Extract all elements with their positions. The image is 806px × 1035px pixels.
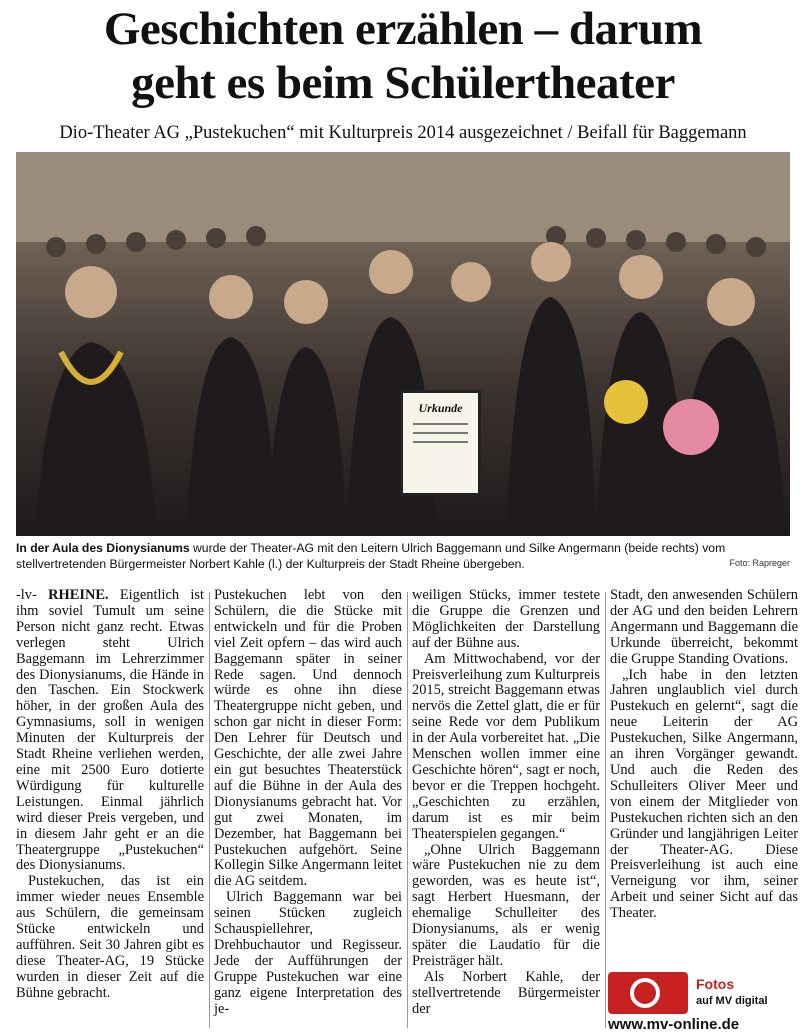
article-paragraph: Pustekuchen lebt von den Schülern, die die Stücke mit entwickeln und für die Proben viel Zeit opfern – das wird auch Baggemann später in seiner Rede sagen. Und dennoch würde es ohne ihn diese Theatergruppe nicht geben, und schon gar nicht in dieser Form: Den Lehrer für Deutsch und Geschichte, der alle zwei Jahre ein gut besuchtes Theaterstück auf die Bühne in der Aula des Dionysianums gebracht hat. Vor gut zwei Monaten, im Dezember, hat Baggemann bei Pustekuchen aufgehört. Seine Kollegin Silke Angermann leitet die AG seitdem. — [214, 587, 402, 890]
ad-url-link[interactable]: www.mv-online.de — [608, 1016, 740, 1033]
headline-line-2: geht es beim Schülertheater — [131, 57, 675, 109]
headline-line-1: Geschichten erzählen – darum — [103, 3, 703, 55]
headline — [0, 2, 806, 110]
caption-text: wurde der Theater-AG mit den Leitern Ulrich Baggemann und Silke Angermann (beide rechts) vom stellvertretenden Bürgermeister Norbert Kahle (l.) der Kulturpreis der Stadt Rheine übergeben. — [16, 541, 726, 571]
article-paragraph: -lv- RHEINE. Eigentlich ist ihm soviel Tumult um seine Person nicht ganz recht. Etwas verlegen steht Ulrich Baggemann im Lehrerzimmer des Dionysianums, die Hände in den Taschen. Ein Stockwerk höher, in der großen Aula des Gymnasiums, soll in wenigen Minuten der Kulturpreis der Stadt Rheine verliehen werden, eine mit 2500 Euro dotierte Würdigung für kulturelle Leistungen. Einmal jährlich wird dieser Preis vergeben, und in diesem Jahr geht er an die Theatergruppe „Pustekuchen“ des Dionysianums. — [16, 587, 204, 874]
article-paragraph: „Ohne Ulrich Baggemann wäre Pustekuchen nie zu dem geworden, was es heute ist“, sagt Herbert Huesmann, der ehemalige Schulleiter des Dionysianums, als er wenig später die Laudatio für die Preisträger hält. — [412, 841, 600, 969]
column-divider — [605, 592, 606, 1028]
column-divider — [407, 592, 408, 1028]
certificate — [400, 390, 481, 496]
photo-credit: Foto: Rapreger — [729, 558, 790, 568]
dateline: RHEINE. — [48, 587, 109, 603]
ad-subtitle: auf MV digital — [696, 995, 768, 1007]
byline: -lv- — [16, 587, 37, 603]
article-paragraph: Ulrich Baggemann war bei seinen Stücken zugleich Schauspiellehrer, Drehbuchautor und Regisseur. Jede der Aufführungen der Gruppe Pustekuchen war eine ganz eigene Interpretation des je- — [214, 889, 402, 1017]
subheadline: Dio-Theater AG „Pustekuchen“ mit Kulturpreis 2014 ausgezeichnet / Beifall für Baggemann — [59, 123, 747, 143]
caption-lead: In der Aula des Dionysianums — [16, 541, 190, 555]
photo-caption — [16, 540, 790, 572]
article-paragraph: Stadt, den anwesenden Schülern der AG und den beiden Lehrern Angermann und Baggemann die Urkunde überreicht, bekommt die Gruppe Standing Ovations. — [610, 587, 798, 667]
camera-icon — [608, 972, 688, 1014]
certificate-title: Urkunde — [418, 401, 463, 415]
article-paragraph: Pustekuchen, das ist ein immer wieder neues Ensemble aus Schülern, die gemeinsam Stücke entwickeln und aufführen. Seit 30 Jahren gibt es diese Theater-AG, 19 Stücke wurden in dieser Zeit auf die Bühne gebracht. — [16, 873, 204, 1001]
article-column-2 — [214, 588, 402, 1017]
article-column-3 — [412, 588, 600, 1017]
article-paragraph: Als Norbert Kahle, der stellvertretende Bürgermeister der — [412, 968, 600, 1017]
ad-title: Fotos — [696, 976, 735, 992]
article-column-4 — [610, 588, 798, 922]
group-photo — [16, 152, 790, 536]
article-paragraph: weiligen Stücks, immer testete die Gruppe die Grenzen und Möglichkeiten der Darstellung auf der Bühne aus. — [412, 587, 600, 651]
column-divider — [209, 592, 210, 1028]
article-paragraph: Am Mittwochabend, vor der Preisverleihung zum Kulturpreis 2015, streicht Baggemann etwas nervös die Zettel glatt, die er für seine Rede vor dem Publikum in der Aula vorbereitet hat. „Die Menschen wollen immer eine Geschichte hören“, sagt er noch, bevor er die Treppen hochgeht. „Geschichten zu erzählen, darum ist es mir beim Theaterspielen gegangen.“ — [412, 650, 600, 842]
mv-digital-ad[interactable] — [608, 968, 798, 1033]
article-paragraph: „Ich habe in den letzten Jahren unglaublich viel durch Pustekuch en gelernt“, sagt die neue Leiterin der AG Pustekuchen, Silke Angermann, an ihren Vorgänger gewandt. Und auch die Reden des Schulleiters Oliver Meer und von einem der Mitglieder von Pustekuchen richten sich an den Gründer und langjährigen Leiter der Theater-AG. Diese Preisverleihung ist auch eine Verneigung vor ihm, seiner Arbeit und seiner Sicht auf das Theater. — [610, 666, 798, 922]
article-column-1 — [16, 588, 204, 1002]
